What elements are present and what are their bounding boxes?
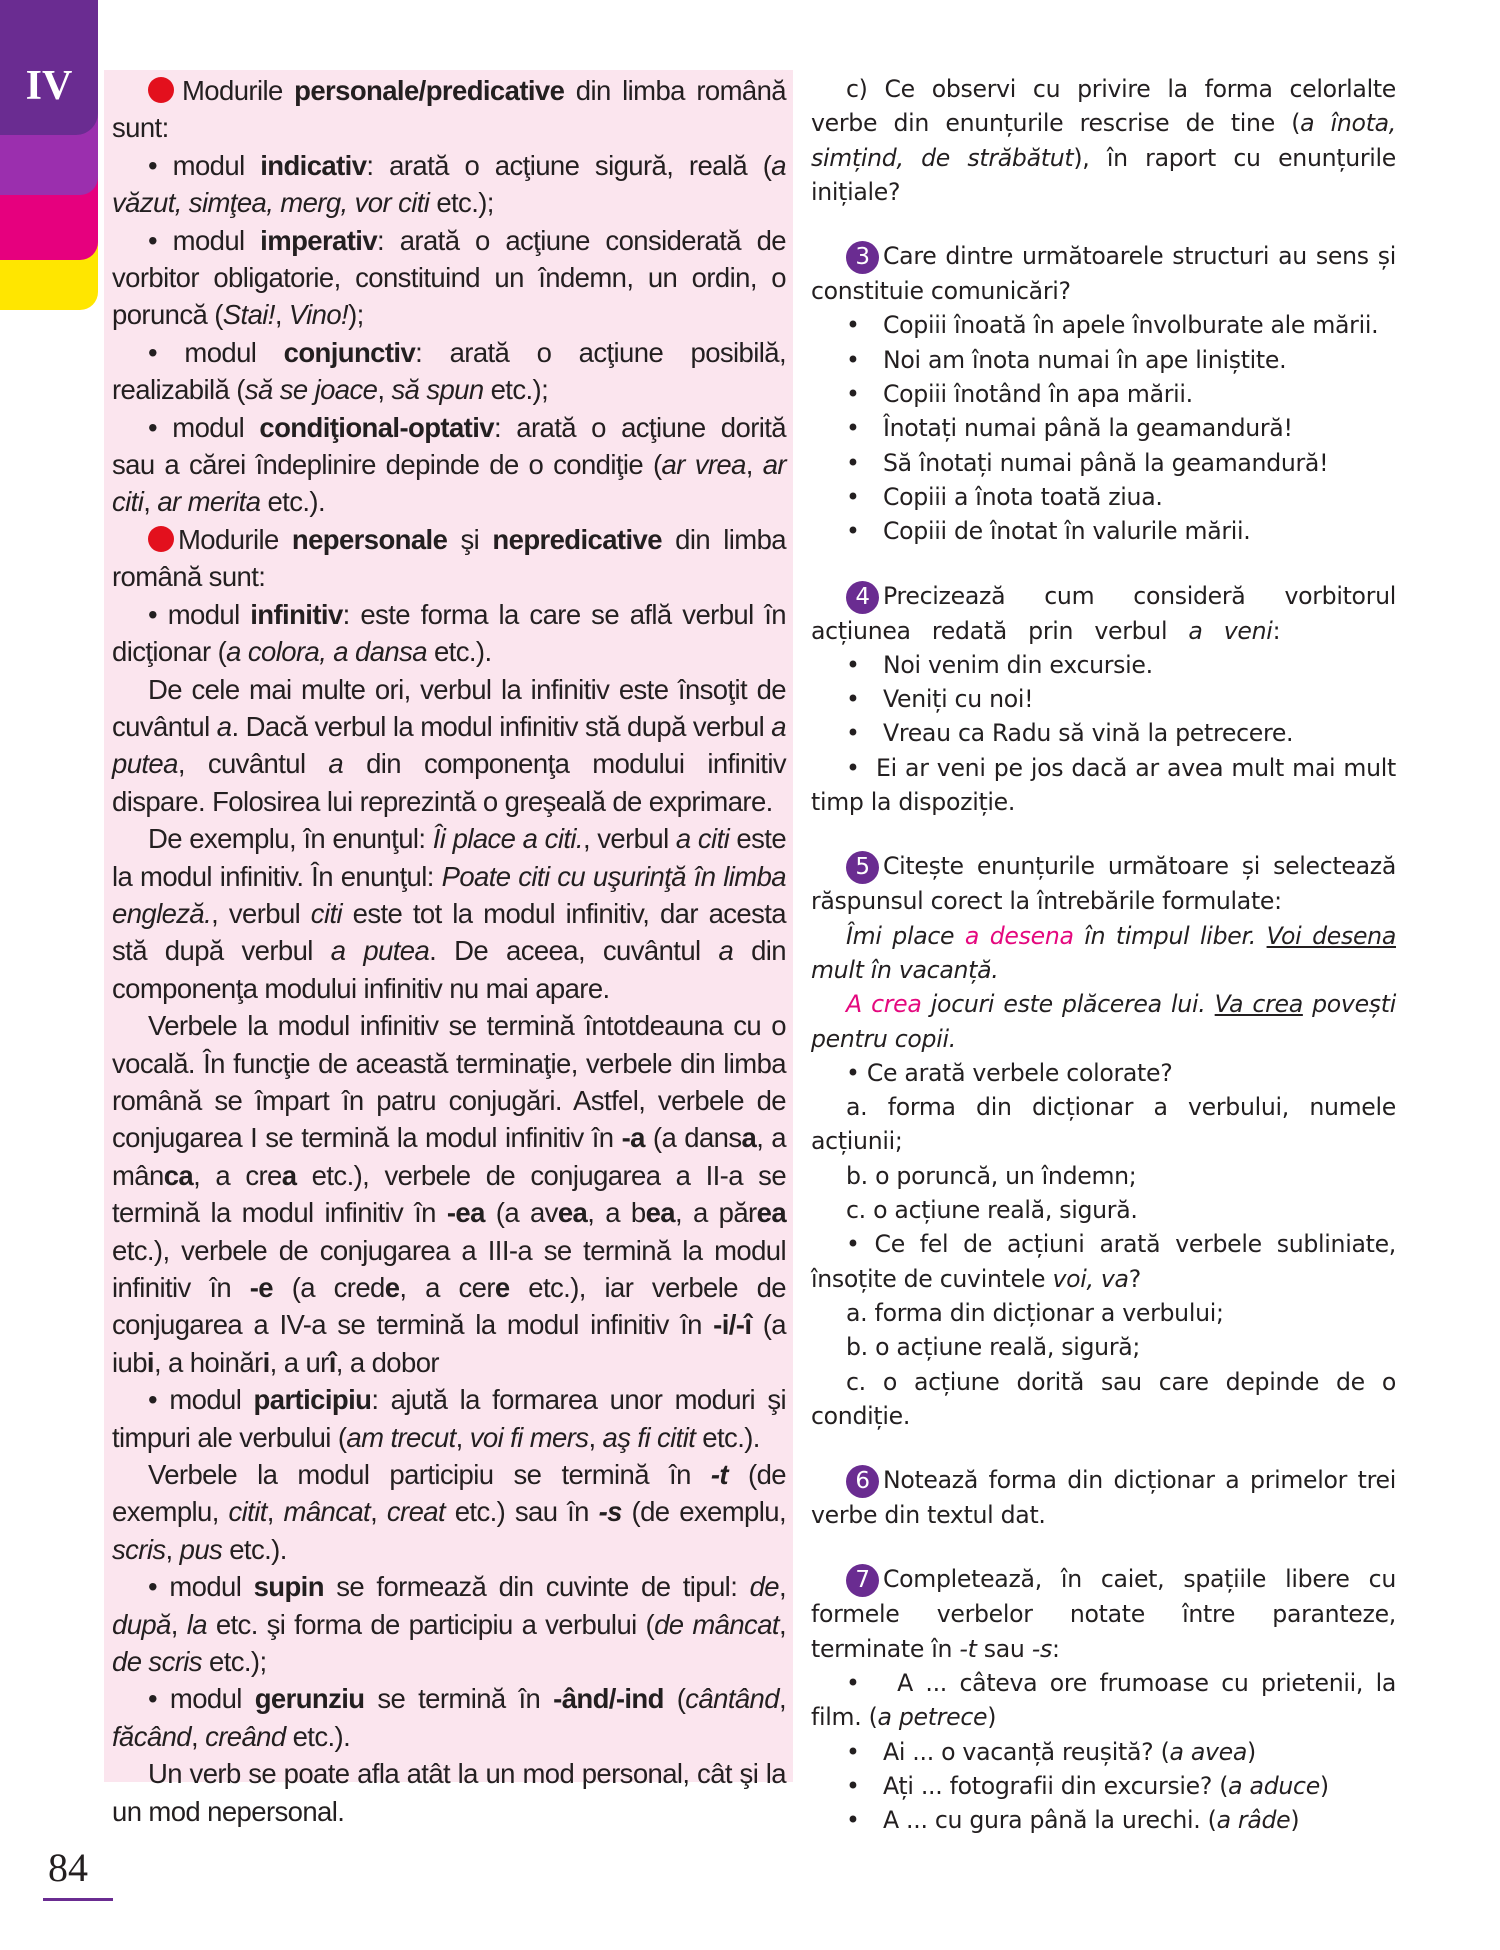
chapter-number: IV (25, 63, 73, 109)
exercise-prompt: 4 Precizează cum consideră vorbitorul acțiunea redată prin verbul a veni: (811, 581, 1396, 645)
answer-option: c. o acțiune reală, sigură. (846, 1196, 1138, 1225)
question: • Ce fel de acțiuni arată verbele subliniate, însoțite de cuvintele voi, va? (811, 1230, 1396, 1293)
theory-paragraph: Un verb se poate afla atât la un mod personal, cât şi la un mod nepersonal. (112, 1758, 786, 1827)
list-item: • Să înotați numai până la geamandură! (811, 446, 1396, 480)
exercise-prompt: 3 Care dintre următoarele structuri au sens și constituie comunicări? (811, 242, 1396, 306)
theory-paragraph: De cele mai multe ori, verbul la infinitiv este însoţit de cuvântul a. Dacă verbul la modul infinitiv stă după verbul a putea, cuvântul a din componenţa modului infinitiv dispare. Folosirea lui reprezintă o greşeală de exprimare. (112, 673, 786, 817)
exercise-prompt: 6 Notează forma din dicționar a primelor trei verbe din textul dat. (811, 1466, 1396, 1530)
list-item: • Copiii a înota toată ziua. (811, 480, 1396, 514)
theory-paragraph: Verbele la modul infinitiv se termină întotdeauna cu o vocală. În funcţie de această terminaţie, verbele din limba română se împart în patru conjugări. Astfel, verbele de conjugarea I se termină la modul infinitiv în -a (a dansa, a mânca, a crea etc.), verbele de conjugarea a II-a se termină la modul infinitiv în -ea (a avea, a bea, a părea etc.), verbele de conjugarea a III-a se termină la modul infinitiv în -e (a crede, a cere etc.), iar verbele de conjugarea a IV-a se termină la modul infinitiv în -i/-î (a iubi, a hoinări, a urî, a dobor (112, 1010, 787, 1378)
exercise-prompt: 5 Citește enunțurile următoare și selectează răspunsul corect la întrebările formulate: (811, 852, 1396, 916)
exercise-3 (811, 239, 1396, 548)
exercise-number-badge: 3 (846, 241, 879, 274)
example-sentence: Îmi place a desena în timpul liber. Voi desena mult în vacanță. (811, 921, 1396, 984)
answer-option: a. forma din dicționar a verbului; (846, 1298, 1224, 1327)
theory-text (112, 72, 786, 1830)
list-item: • Noi am înota numai în ape liniștite. (811, 343, 1396, 377)
theory-paragraph: • modul gerunziu se termină în -ând/-ind (cântând, făcând, creând etc.). (112, 1683, 786, 1752)
theory-paragraph: Verbele la modul participiu se termină în -t (de exemplu, citit, mâncat, creat etc.) sau în -s (de exemplu, scris, pus etc.). (112, 1459, 786, 1565)
answer-option: b. o poruncă, un îndemn; (846, 1161, 1137, 1190)
list-item: • Copiii înoată în apele învolburate ale mării. (811, 308, 1396, 342)
example-sentence: A crea jocuri este plăcerea lui. Va crea povești pentru copii. (811, 990, 1396, 1053)
theory-paragraph: • modul participiu: ajută la formarea unor moduri şi timpuri ale verbului (am trecut, voi fi mers, aş fi citit etc.). (112, 1384, 786, 1453)
question: • Ce arată verbele colorate? (846, 1058, 1173, 1087)
exercise-4 (811, 579, 1396, 820)
exercise-6 (811, 1463, 1396, 1532)
theory-paragraph: Modurile personale/predicative din limba română sunt: (112, 75, 786, 144)
exercise-7 (811, 1562, 1396, 1837)
red-dot-icon (148, 526, 174, 552)
page-number-underline (43, 1898, 113, 1901)
answer-option: b. o acțiune reală, sigură; (846, 1333, 1141, 1362)
list-item: • A ... câteva ore frumoase cu prietenii, la film. (a petrece) (811, 1668, 1397, 1732)
theory-paragraph: • modul condiţional-optativ: arată o acţiune dorită sau a cărei îndeplinire depinde de o condiţie (ar vrea, ar citi, ar merita etc.). (112, 411, 786, 518)
list-item: • Ai ... o vacanță reușită? (a avea) (811, 1735, 1396, 1769)
list-item: • Vreau ca Radu să vină la petrecere. (811, 716, 1396, 750)
theory-paragraph: • modul indicativ: arată o acţiune sigură, reală (a văzut, simţea, merg, vor citi etc.); (112, 149, 786, 219)
list-item: • A ... cu gura până la urechi. (a râde) (811, 1803, 1396, 1837)
exercise-5 (811, 849, 1396, 1433)
list-item: • Copiii înotând în apa mării. (811, 377, 1396, 411)
theory-paragraph: • modul imperativ: arată o acţiune considerată de vorbitor obligatorie, constituind un îndemn, un ordin, o poruncă (Stai!, Vino!); (112, 224, 786, 331)
theory-paragraph: • modul conjunctiv: arată o acţiune posibilă, realizabilă (să se joace, să spun etc.); (112, 336, 786, 406)
list-item: • Ați ... fotografii din excursie? (a aduce) (811, 1769, 1396, 1803)
list-item: • Înotați numai până la geamandură! (811, 411, 1396, 445)
chapter-tab (0, 0, 98, 310)
answer-option: a. forma din dicționar a verbului, numele acțiunii; (811, 1093, 1396, 1156)
page-number: 84 (48, 1845, 88, 1890)
list-item: • Veniți cu noi! (811, 682, 1396, 716)
exercise-2c: c) Ce observi cu privire la forma celorlalte verbe din enunțurile rescrise de tine (a înota, simțind, de străbătut), în raport cu enunțurile inițiale? (811, 75, 1396, 206)
exercise-number-badge: 4 (846, 581, 879, 614)
theory-paragraph: De exemplu, în enunţul: Îi place a citi., verbul a citi este la modul infinitiv. În enunţul: Poate citi cu uşurinţă în limba engleză., verbul citi este tot la modul infinitiv, dar acesta stă după verbul a putea. De aceea, cuvântul a din componenţa modului infinitiv nu mai apare. (112, 823, 787, 1004)
exercise-number-badge: 7 (846, 1564, 879, 1597)
theory-paragraph: • modul supin se formează din cuvinte de tipul: de, după, la etc. şi forma de participiu a verbului (de mâncat, de scris etc.); (112, 1571, 786, 1678)
red-dot-icon (148, 77, 174, 103)
exercise-prompt: 7 Completează, în caiet, spațiile libere cu formele verbelor notate între paranteze, terminate în -t sau -s: (811, 1565, 1396, 1663)
list-item: • Copiii de înotat în valurile mării. (811, 514, 1396, 548)
list-item: • Noi venim din excursie. (811, 648, 1396, 682)
theory-paragraph: • modul infinitiv: este forma la care se află verbul în dicţionar (a colora, a dansa etc.). (112, 598, 786, 668)
exercises-column (811, 72, 1396, 1837)
answer-option: c. o acțiune dorită sau care depinde de o condiție. (811, 1367, 1396, 1430)
exercise-number-badge: 5 (846, 851, 879, 884)
list-item: • Ei ar veni pe jos dacă ar avea mult mai mult timp la dispoziție. (811, 753, 1396, 817)
exercise-number-badge: 6 (846, 1465, 879, 1498)
theory-paragraph: Modurile nepersonale şi nepredicative din limba română sunt: (112, 523, 786, 593)
